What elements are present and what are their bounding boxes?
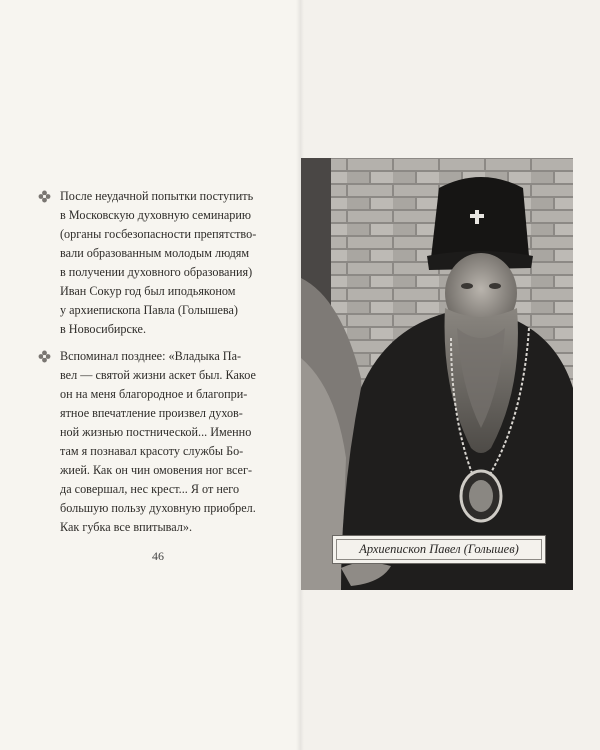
photograph-icon [301, 158, 573, 590]
text-line: Вспоминал позднее: «Владыка Па- [60, 349, 242, 363]
text-line: ной жизнью постнической... Именно [60, 425, 252, 439]
text-line: у архиепископа Павла (Голышева) [60, 303, 238, 317]
page-number: 46 [152, 549, 164, 563]
text-line: в Московскую духовную семинарию [60, 208, 252, 222]
photo-caption: Архиепископ Павел (Голышев) [359, 542, 519, 556]
text-line: вали образованным молодым людям [60, 246, 250, 260]
paragraph-2 [38, 347, 274, 537]
ornament-flower-icon [38, 190, 51, 203]
text-line: да совершал, нес крест... Я от него [60, 482, 240, 496]
text-line: жией. Как он чин омовения ног всег- [60, 463, 253, 477]
text-line: Иван Сокур год был иподьяконом [60, 284, 236, 298]
text-line: вел — святой жизни аскет был. Какое [60, 368, 256, 382]
photo-caption-box [332, 535, 546, 564]
paragraph-1 [38, 187, 274, 339]
text-line: в Новосибирске. [60, 322, 146, 336]
text-line: (органы госбезопасности препятство- [60, 227, 257, 241]
text-line: в получении духовного образования) [60, 265, 253, 279]
text-line: ятное впечатление произвел духов- [60, 406, 243, 420]
text-line: После неудачной попытки поступить [60, 189, 254, 203]
text-line: Как губка все впитывал». [60, 520, 193, 534]
text-line: он на меня благородное и благопри- [60, 387, 248, 401]
ornament-flower-icon [38, 350, 51, 363]
portrait-photo [301, 158, 573, 590]
text-line: там я познавал красоту службы Бо- [60, 444, 244, 458]
text-line: большую пользу духовную приобрел. [60, 501, 256, 515]
